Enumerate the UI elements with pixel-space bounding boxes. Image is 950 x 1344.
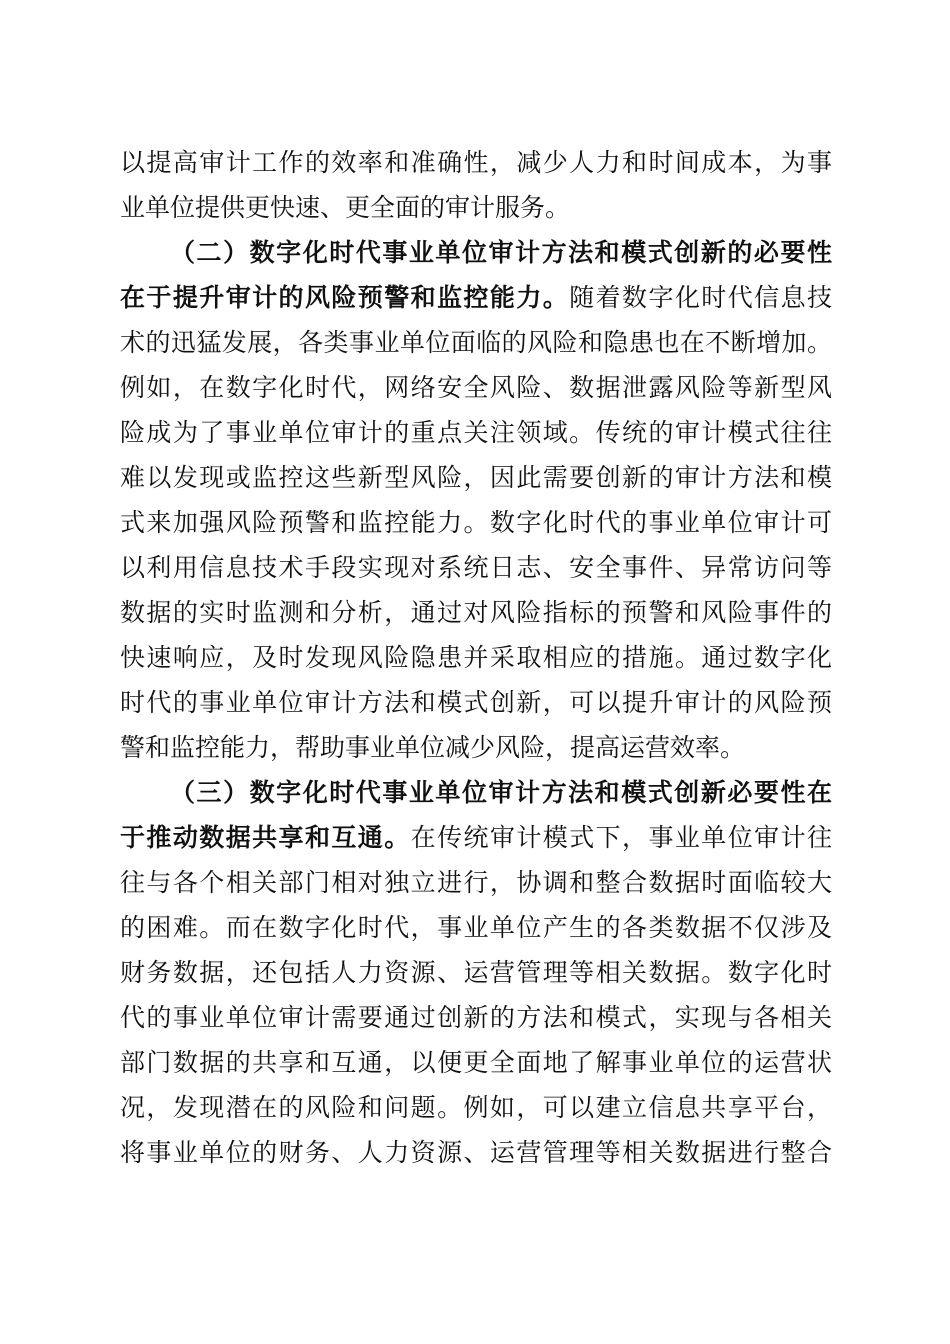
text-segment: 业单位提供更快速、更全面的审计服务。 [120,193,571,222]
paragraph-2-line-11 [120,683,832,723]
text-segment: 警和监控能力，帮助事业单位减少风险，提高运营效率。 [120,733,746,762]
text-segment: 例如，在数字化时代，网络安全风险、数据泄露风险等新型风 [120,373,832,402]
paragraph-2-line-5 [120,413,832,453]
text-segment: 术的迅猛发展，各类事业单位面临的风险和隐患也在不断增加。 [120,328,832,357]
paragraph-3-line-8 [120,1088,832,1128]
text-segment: 以利用信息技术手段实现对系统日志、安全事件、异常访问等 [120,553,832,582]
paragraph-3-line-5 [120,953,832,993]
paragraph-3-line-7 [120,1043,832,1083]
paragraph-2-line-4 [120,368,832,408]
text-segment: 财务数据，还包括人力资源、运营管理等相关数据。数字化时 [120,958,832,987]
paragraph-2-line-7 [120,503,832,543]
text-segment: 时代的事业单位审计方法和模式创新，可以提升审计的风险预 [120,688,832,717]
paragraph-2-line-9 [120,593,832,633]
paragraph-2-line-3 [120,323,832,363]
section-heading-text: （二）数字化时代事业单位审计方法和模式创新的必要性 [170,238,832,267]
text-segment: 的困难。而在数字化时代，事业单位产生的各类数据不仅涉及 [120,913,832,942]
text-segment: 代的事业单位审计需要通过创新的方法和模式，实现与各相关 [120,1003,832,1032]
text-segment: 险成为了事业单位审计的重点关注领域。传统的审计模式往往 [120,418,832,447]
text-segment: 随着数字化时代信息技 [569,283,832,312]
paragraph-3-line-9 [120,1133,832,1173]
text-segment: 难以发现或监控这些新型风险，因此需要创新的审计方法和模 [120,463,832,492]
text-segment: 将事业单位的财务、人力资源、运营管理等相关数据进行整合 [120,1138,832,1167]
paragraph-2-line-1 [170,233,832,273]
paragraph-2-line-10 [120,638,832,678]
paragraph-3-line-1 [170,773,832,813]
paragraph-1-line-2 [120,188,832,228]
paragraph-3-line-4 [120,908,832,948]
text-segment: 式来加强风险预警和监控能力。数字化时代的事业单位审计可 [120,508,832,537]
paragraph-1-line-1 [120,143,832,183]
section-heading-text: 于推动数据共享和互通。 [120,823,411,852]
paragraph-3-line-6 [120,998,832,1038]
paragraph-2-line-6 [120,458,832,498]
paragraph-2-line-12 [120,728,832,768]
paragraph-3-line-2 [120,818,832,858]
paragraph-3-line-3 [120,863,832,903]
text-segment: 部门数据的共享和互通，以便更全面地了解事业单位的运营状 [120,1048,832,1077]
section-heading-text: （三）数字化时代事业单位审计方法和模式创新必要性在 [170,778,832,807]
text-segment: 况，发现潜在的风险和问题。例如，可以建立信息共享平台， [120,1093,832,1122]
text-segment: 数据的实时监测和分析，通过对风险指标的预警和风险事件的 [120,598,832,627]
text-segment: 快速响应，及时发现风险隐患并采取相应的措施。通过数字化 [120,643,832,672]
text-segment: 以提高审计工作的效率和准确性，减少人力和时间成本，为事 [120,148,832,177]
section-heading-text: 在于提升审计的风险预警和监控能力。 [120,283,570,312]
paragraph-2-line-8 [120,548,832,588]
text-segment: 往与各个相关部门相对独立进行，协调和整合数据时面临较大 [120,868,832,897]
text-segment: 在传统审计模式下，事业单位审计往 [410,823,832,852]
paragraph-2-line-2 [120,278,832,318]
